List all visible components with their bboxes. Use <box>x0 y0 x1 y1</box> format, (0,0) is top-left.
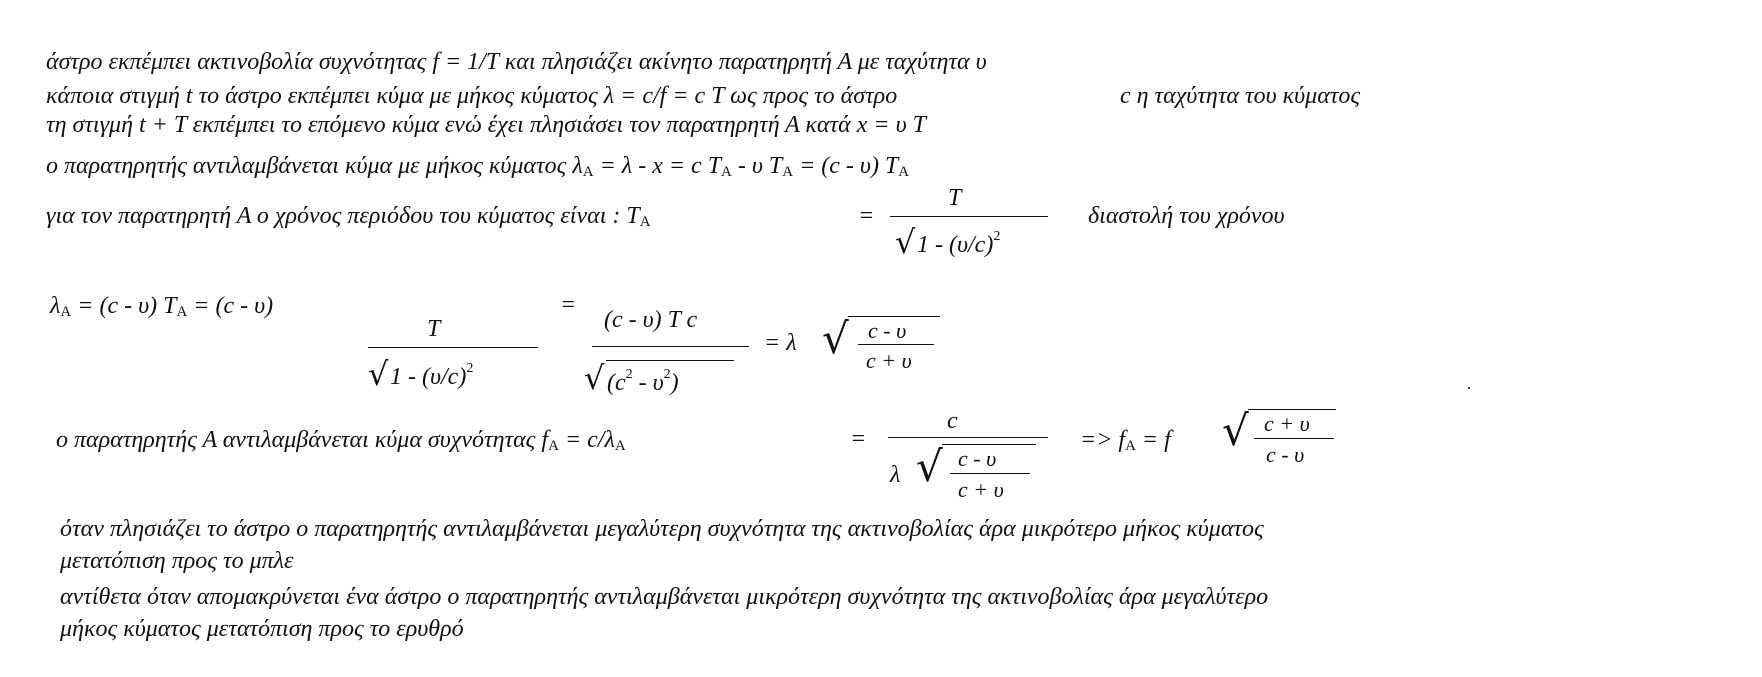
denominator-text: (c <box>607 370 626 396</box>
sqrt-icon: √ <box>584 359 605 397</box>
period-text: για τον παρατηρητή Α ο χρόνος περιόδου του κύματος είναι : T <box>46 203 640 229</box>
denominator-text: 1 - (υ/c) <box>917 232 994 258</box>
fraction-denominator <box>607 367 679 400</box>
equation-part: = (c - υ) T <box>71 293 177 319</box>
subscript: Α <box>721 164 732 180</box>
wavelength-text: ο παρατηρητής αντιλαμβάνεται κύμα με μήκος κύματος λ <box>46 153 583 179</box>
equation-part: = λ - x = c T <box>593 153 722 179</box>
frequency-result <box>1080 426 1171 460</box>
fraction-line <box>592 346 749 347</box>
frequency-text: ο παρατηρητής Α αντιλαμβάνεται κύμα συχνότητας f <box>56 427 549 453</box>
fraction-line <box>858 344 934 345</box>
ratio-numerator: c + υ <box>1264 411 1310 436</box>
ratio-numerator: c - υ <box>868 318 907 343</box>
equation-part: - υ T <box>731 153 783 179</box>
equals-sign: = <box>858 203 875 229</box>
sqrt-icon: √ <box>1222 406 1249 455</box>
lambda-symbol: λ <box>890 462 901 488</box>
superscript: 2 <box>466 361 474 376</box>
text-line-2-note: c η ταχύτητα του κύματος <box>1120 83 1361 109</box>
lambda-symbol: λ <box>50 293 61 319</box>
superscript: 2 <box>993 229 1001 244</box>
fraction-line <box>368 347 538 348</box>
fraction-numerator: T <box>948 185 962 211</box>
result-text: = f <box>1135 427 1171 453</box>
sqrt-icon: √ <box>895 223 916 261</box>
subscript: Α <box>60 304 72 320</box>
conclusion-line-3: αντίθετα όταν απομακρύνεται ένα άστρο ο παρατηρητής αντιλαμβάνεται μικρότερη συχνότητα της ακτινοβολίας άρα μεγαλύτερο <box>60 584 1269 610</box>
conclusion-line-1: όταν πλησιάζει το άστρο ο παρατηρητής αντιλαμβάνεται μεγαλύτερη συχνότητα της ακτινοβολίας άρα μικρότερο μήκος κύματος <box>60 516 1264 542</box>
superscript: 2 <box>625 367 633 382</box>
fraction-denominator <box>390 361 474 394</box>
fraction-numerator: (c - υ) T c <box>604 307 698 333</box>
subscript: Α <box>548 438 559 454</box>
time-dilation-note: διαστολή του χρόνου <box>1088 203 1285 229</box>
subscript: Α <box>1125 438 1136 454</box>
subscript: Α <box>176 304 188 320</box>
equation-part: = (c - υ) T <box>793 153 899 179</box>
text-line-1: άστρο εκπέμπει ακτινοβολία συχνότητας f = 1/T και πλησιάζει ακίνητο παρατηρητή Α με ταχύτητα υ <box>46 49 987 75</box>
frequency-equation-start <box>56 426 626 460</box>
equals-sign: = <box>560 292 577 318</box>
period-equation-text <box>46 202 651 236</box>
subscript: Α <box>614 438 626 454</box>
subscript: Α <box>582 164 594 180</box>
ratio-denominator: c + υ <box>866 348 912 373</box>
sqrt-bar <box>606 360 734 361</box>
denominator-text: 1 - (υ/c) <box>390 364 467 390</box>
ratio-numerator: c - υ <box>958 446 997 471</box>
sqrt-bar <box>848 316 940 317</box>
denominator-text: - υ <box>632 370 664 396</box>
equation-part: = c/λ <box>558 427 615 453</box>
equals-lambda: = λ <box>764 330 797 356</box>
superscript: 2 <box>663 367 671 382</box>
conclusion-line-2: μετατόπιση προς το μπλε <box>60 548 294 574</box>
ratio-denominator: c - υ <box>1266 442 1305 467</box>
lambda-equation-start <box>50 292 273 326</box>
sqrt-icon: √ <box>822 314 849 363</box>
ratio-denominator: c + υ <box>958 477 1004 502</box>
stray-dot <box>1468 387 1470 389</box>
sqrt-bar <box>942 444 1036 445</box>
subscript: Α <box>782 164 794 180</box>
fraction-numerator: c <box>947 408 958 434</box>
equals-sign: = <box>850 426 867 452</box>
sqrt-icon: √ <box>368 355 389 393</box>
fraction-line <box>890 216 1048 217</box>
fraction-line <box>888 437 1048 438</box>
conclusion-line-4: μήκος κύματος μετατόπιση προς το ερυθρό <box>60 616 464 642</box>
fraction-line <box>1254 438 1334 439</box>
sqrt-bar <box>1248 409 1336 410</box>
text-line-2: κάποια στιγμή t το άστρο εκπέμπει κύμα με μήκος κύματος λ = c/f = c T ως προς το άστρο <box>46 83 898 109</box>
equation-part: = (c - υ) <box>187 293 274 319</box>
subscript: Α <box>898 164 910 180</box>
result-text: => f <box>1080 427 1126 453</box>
fraction-denominator <box>917 229 1001 262</box>
fraction-line <box>950 473 1030 474</box>
text-line-3: τη στιγμή t + T εκπέμπει το επόμενο κύμα ενώ έχει πλησιάσει τον παρατηρητή Α κατά x = υ T <box>46 112 926 138</box>
denominator-text: ) <box>670 370 679 396</box>
subscript: Α <box>639 214 651 230</box>
wavelength-equation <box>46 152 909 186</box>
fraction-numerator: T <box>427 316 441 342</box>
sqrt-icon: √ <box>916 442 943 491</box>
